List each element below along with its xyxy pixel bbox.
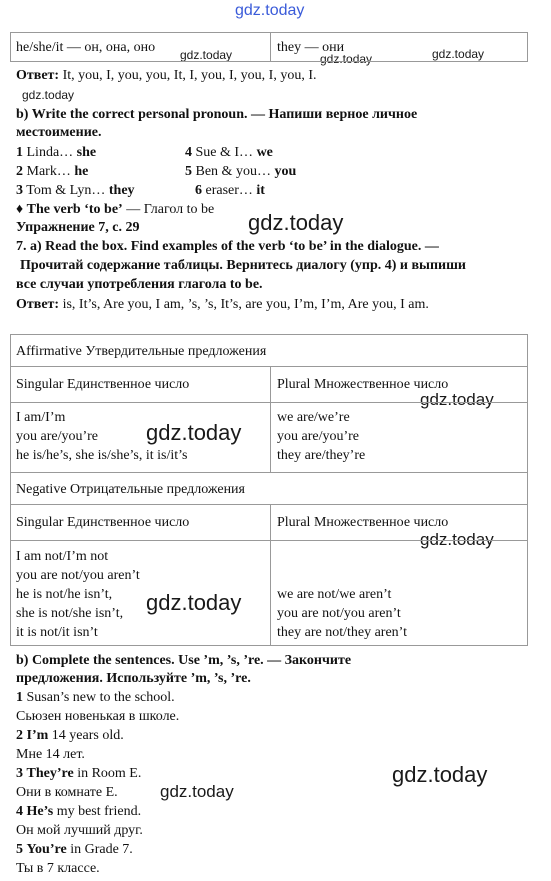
watermark: gdz.today <box>248 210 344 235</box>
answer-label: Ответ: <box>16 297 60 312</box>
exercise-title: b) Write the correct personal pronoun. — Напиши верное личное <box>16 107 418 122</box>
answer-line <box>16 296 429 314</box>
table-divider <box>10 366 528 367</box>
watermark: gdz.today <box>420 530 494 549</box>
exercise-ref: Упражнение 7, с. 29 <box>16 220 140 235</box>
list-item: 2 Mark… he <box>16 164 89 179</box>
list-item: 6 eraser… it <box>195 183 265 198</box>
table-header: Affirmative Утвердительные предложения <box>16 344 267 359</box>
list-item: 4 Sue & I… we <box>185 145 273 160</box>
exercise-title: предложения. Используйте ’m, ’s, ’re. <box>16 671 251 686</box>
section-heading: ♦ The verb ‘to be’ — Глагол to be <box>16 202 215 217</box>
table-divider <box>10 540 528 541</box>
table-cell: I am/I’m <box>16 410 66 425</box>
column-header: Singular Единственное число <box>16 377 190 392</box>
answer-text: is, It’s, Are you, I am, ’s, ’s, It’s, are you, I’m, I’m, Are you, I am. <box>62 297 429 312</box>
watermark: gdz.today <box>146 420 242 445</box>
watermark: gdz.today <box>392 762 488 787</box>
table-header: Negative Отрицательные предложения <box>16 482 245 497</box>
table-divider <box>10 402 528 403</box>
table-divider <box>10 504 528 505</box>
list-item: 2 I’m 14 years old. <box>16 728 124 743</box>
table-cell: you are/you’re <box>16 429 99 444</box>
watermark: gdz.today <box>180 48 233 62</box>
table-cell: he/she/it — он, она, оно <box>16 40 156 55</box>
table-cell: we are not/we aren’t <box>277 587 392 602</box>
list-item: 5 Ben & you… you <box>185 164 297 179</box>
watermark: gdz.today <box>420 390 494 409</box>
list-item: 3 They’re in Room E. <box>16 766 142 781</box>
table-divider <box>270 366 271 472</box>
exercise-title: b) Complete the sentences. Use ’m, ’s, ’re. — Закончите <box>16 653 352 668</box>
exercise-title: местоимение. <box>16 125 102 140</box>
list-item: 1 Linda… she <box>16 145 97 160</box>
list-item: 1 Susan’s new to the school. <box>16 690 175 705</box>
watermark: gdz.today <box>320 52 373 66</box>
table-cell: you are not/you aren’t <box>277 606 401 621</box>
table-cell: they are not/they aren’t <box>277 625 407 640</box>
watermark: gdz.today <box>22 88 75 102</box>
table-divider <box>270 504 271 646</box>
list-item: 3 Tom & Lyn… they <box>16 183 135 198</box>
exercise-title: все случаи употребления глагола to be. <box>16 277 263 292</box>
table-cell: they are/they’re <box>277 448 366 463</box>
table-cell: it is not/it isn’t <box>16 625 98 640</box>
column-header: Plural Множественное число <box>277 515 449 530</box>
answer-label: Ответ: <box>16 68 60 83</box>
exercise-title: 7. a) Read the box. Find examples of the verb ‘to be’ in the dialogue. — <box>16 239 439 254</box>
list-item-translation: Мне 14 лет. <box>16 747 85 762</box>
list-item: 4 He’s my best friend. <box>16 804 142 819</box>
list-item: 5 You’re in Grade 7. <box>16 842 133 857</box>
watermark-top: gdz.today <box>235 2 305 19</box>
list-item-translation: Ты в 7 классе. <box>16 861 100 876</box>
table-cell: I am not/I’m not <box>16 549 109 564</box>
table-cell: you are/you’re <box>277 429 360 444</box>
table-divider <box>270 32 271 62</box>
table-cell: they — они <box>277 40 345 55</box>
column-header: Singular Единственное число <box>16 515 190 530</box>
table-cell: he is not/he isn’t, <box>16 587 113 602</box>
watermark: gdz.today <box>160 782 234 801</box>
table-cell: you are not/you aren’t <box>16 568 140 583</box>
answer-text: It, you, I, you, you, It, I, you, I, you, I, you, I. <box>62 68 317 83</box>
table-cell: he is/he’s, she is/she’s, it is/it’s <box>16 448 188 463</box>
answer-line <box>16 67 317 85</box>
column-header: Plural Множественное число <box>277 377 449 392</box>
list-item-translation: Сьюзен новенькая в школе. <box>16 709 180 724</box>
table-divider <box>10 472 528 473</box>
watermark: gdz.today <box>146 590 242 615</box>
exercise-title: Прочитай содержание таблицы. Вернитесь диалогу (упр. 4) и выпиши <box>20 258 466 273</box>
list-item-translation: Они в комнате Е. <box>16 785 118 800</box>
table-cell: she is not/she isn’t, <box>16 606 124 621</box>
table-cell: we are/we’re <box>277 410 350 425</box>
watermark: gdz.today <box>432 47 485 61</box>
list-item-translation: Он мой лучший друг. <box>16 823 143 838</box>
